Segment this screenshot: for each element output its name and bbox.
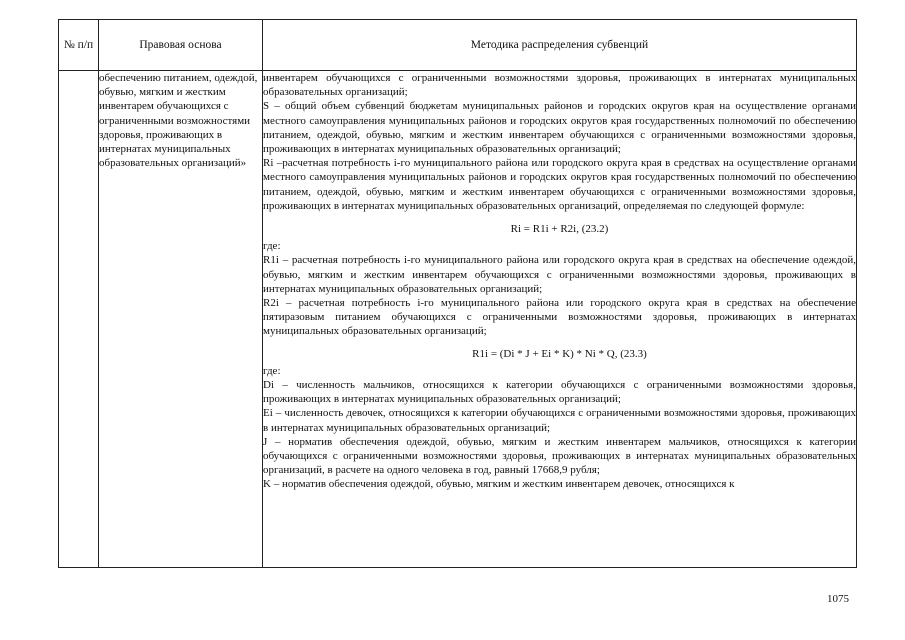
method-paragraph: Ri –расчетная потребность i-го муниципального района или городского округа края в средствах на осуществление органами местного самоуправления муниципальных районов и городских округов края государственных полномочий по обеспечению питанием, одеждой, обувью, мягким и жестким инвентарем обучающихся с ограниченными возможностями здоровья, проживающих в интернатах муниципальных образовательных организаций, определяемая по следующей формуле: — [263, 157, 856, 212]
method-paragraph: инвентарем обучающихся с ограниченными возможностями здоровья, проживающих в интернатах муниципальных образовательных организаций; — [263, 72, 856, 99]
where-label: где: — [263, 364, 281, 377]
page-number: 1075 — [827, 593, 849, 605]
table-row — [59, 71, 857, 568]
formula-23-3: R1i = (Di * J + Ei * K) * Ni * Q, (23.3) — [472, 347, 647, 360]
method-paragraph: J – норматив обеспечения одеждой, обувью, мягким и жестким инвентарем мальчиков, относящихся к категории обучающихся с ограниченными возможностями здоровья, проживающих в интернатах муниципальных образовательных организаций, в расчете на одного человека в год, равный 17668,9 рубля; — [263, 435, 856, 477]
method-cell — [263, 71, 857, 568]
method-paragraph: Ei – численность девочек, относящихся к категории обучающихся с ограниченными возможностями здоровья, проживающих в интернатах муниципальных образовательных организаций; — [263, 407, 856, 434]
header-number: № п/п — [59, 20, 99, 71]
table-header-row — [59, 20, 857, 71]
method-paragraph: S – общий объем субвенций бюджетам муниципальных районов и городских округов края на осуществление органами местного самоуправления муниципальных районов и городских округов края государственных полномочий по обеспечению питанием, одеждой, обувью, мягким и жестким инвентарем обучающихся с ограниченными возможностями здоровья, проживающих в интернатах муниципальных образовательных организаций; — [263, 100, 856, 156]
method-paragraph: Di – численность мальчиков, относящихся к категории обучающихся с ограниченными возможностями здоровья, проживающих в интернатах муниципальных образовательных организаций; — [263, 379, 856, 406]
subvention-table — [58, 19, 857, 568]
method-paragraph: R1i – расчетная потребность i-го муниципального района или городского округа края в средствах на обеспечение одеждой, обувью, мягким и жестким инвентарем обучающихся с ограниченными возможностями здоровья, проживающих в интернатах муниципальных образовательных организаций; — [263, 254, 856, 295]
formula-23-2: Ri = R1i + R2i, (23.2) — [510, 223, 609, 236]
method-paragraph: K – норматив обеспечения одеждой, обувью, мягким и жестким инвентарем девочек, относящихся к — [263, 478, 735, 491]
row-number-cell — [59, 71, 99, 568]
legal-basis-cell: обеспечению питанием, одеждой, обувью, мягким и жестким инвентарем обучающихся с ограниченными возможностями здоровья, проживающих в интернатах муниципальных образовательных организаций» — [99, 71, 263, 568]
where-label: где: — [263, 240, 281, 253]
method-paragraph: R2i – расчетная потребность i-го муниципального района или городского округа края в средствах на обеспечение пятиразовым питанием обучающихся с ограниченными возможностями здоровья, проживающих в интернатах муниципальных образовательных организаций; — [263, 297, 856, 338]
header-method: Методика распределения субвенций — [263, 20, 857, 71]
header-legal-basis: Правовая основа — [99, 20, 263, 71]
